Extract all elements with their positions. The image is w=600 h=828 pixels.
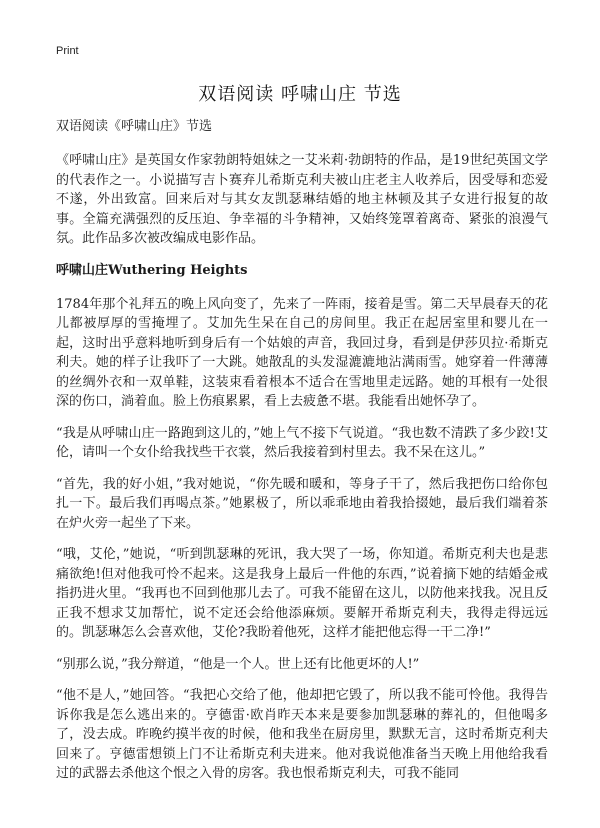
story-paragraph: 1784年那个礼拜五的晚上风向变了，先来了一阵雨，接着是雪。第二天早晨春天的花儿都被厚厚的雪掩埋了。艾加先生呆在自己的房间里。我正在起居室里和婴儿在一起，这时出乎意料地听到身后有一个姑娘的声音，我回过身，看到是伊莎贝拉·希斯克利夫。她的样子让我吓了一大跳。她散乱的头发湿漉漉地沾满雨雪。她穿着一件薄薄的丝绸外衣和一双单鞋，这装束看着根本不适合在雪地里走远路。她的耳根有一处很深的伤口，淌着血。脸上伤痕累累，看上去疲惫不堪。我能看出她怀孕了。 [56,296,548,409]
section-heading: 呼啸山庄Wuthering Heights [56,262,248,278]
article-subtitle: 双语阅读《呼啸山庄》节选 [56,119,213,134]
story-paragraph: “别那么说，”我分辩道，“他是一个人。世上还有比他更坏的人!” [56,656,420,672]
story-paragraph: “哦，艾伦，”她说，“听到凯瑟琳的死讯，我大哭了一场，你知道。希斯克利夫也是悲痛欲绝!但对他我可怜不起来。这是我身上最后一件他的东西，”说着摘下她的结婚金戒指扔进火里。“我再也不回到他那儿去了。可我不能留在这儿，以防他来找我。况且反正我不想求艾加帮忙，说不定还会给他添麻烦。要解开希斯克利夫，我得走得远远的。凯瑟琳怎么会喜欢他，艾伦?我盼着他死，这样才能把他忘得一干二净!” [56,547,548,640]
print-link[interactable]: Print [56,45,79,57]
story-paragraph: “首先，我的好小姐，”我对她说，“你先暖和暖和，等身子干了，然后我把伤口给你包扎一下。最后我们再喝点茶。”她累极了，所以乖乖地由着我拾掇她，最后我们端着茶在炉火旁一起坐了下来。 [56,476,548,531]
article-body [56,117,548,796]
story-paragraph: “我是从呼啸山庄一路跑到这儿的，”她上气不接下气说道。“我也数不清跌了多少跤!艾伦，请叫一个女仆给我找些干衣裳，然后我接着到村里去。我不呆在这儿。” [56,425,548,460]
story-paragraph: “他不是人，”她回答。“我把心交给了他，他却把它毁了，所以我不能可怜他。我得告诉你我是怎么逃出来的。亨德雷·欧肖昨天本来是要参加凯瑟琳的葬礼的，但他喝多了，没去成。昨晚约摸半夜的时候，他和我坐在厨房里，默默无言，这时希斯克利夫回来了。亨德雷想锁上门不让希斯克利夫进来。他对我说他准备当天晚上用他给我看过的武器去杀他这个恨之入骨的房客。我也恨希斯克利夫，可我不能同 [56,688,548,781]
page-title: 双语阅读 呼啸山庄 节选 [198,84,402,105]
intro-paragraph: 《呼啸山庄》是英国女作家勃朗特姐妹之一艾米莉·勃朗特的作品，是19世纪英国文学的代表作之一。小说描写吉卜赛弃儿希斯克利夫被山庄老主人收养后，因受辱和恋爱不遂，外出致富。回来后对与其女友凯瑟琳结婚的地主林顿及其子女进行报复的故事。全篇充满强烈的反压迫、争幸福的斗争精神，又始终笼罩着离奇、紧张的浪漫气氛。此作品多次被改编成电影作品。 [56,153,548,246]
